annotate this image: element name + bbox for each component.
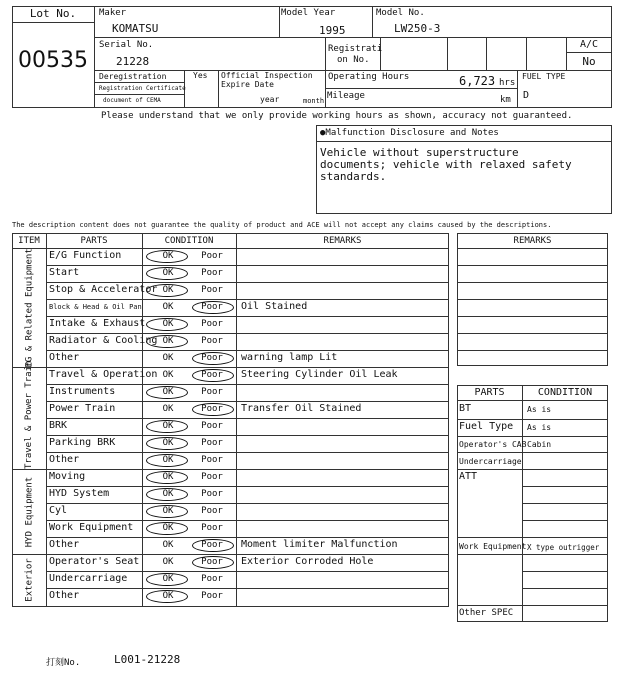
right-remarks-title: REMARKS [513,236,552,246]
ok-circle [146,386,188,399]
ok-option: OK [162,421,174,431]
poor-option: Poor [201,319,223,329]
fuel-type-label: FUEL TYPE [522,72,566,81]
poor-circle [192,403,234,416]
part-name: Parking BRK [49,437,116,448]
cema-label: document of CEMA [103,97,161,104]
table-row [46,554,449,571]
poor-option: Poor [201,285,223,295]
ok-circle [146,284,188,297]
part-name: Work Equipment [49,522,134,533]
spec-part: ATT [459,471,478,482]
model-no-label: Model No. [376,8,425,18]
deregistration-value: Yes [193,71,208,80]
poor-option: Poor [201,472,223,482]
group-label: EG & Related Equipment [24,247,34,367]
part-name: Cyl [49,505,68,516]
col-remarks: REMARKS [323,236,362,246]
ok-circle [146,590,188,603]
table-row [46,299,449,316]
spec-part: Undercarriage [459,457,522,466]
ok-circle [146,522,188,535]
part-name: BRK [49,420,68,431]
ok-option: OK [162,404,174,414]
spec-col-parts: PARTS [474,387,505,398]
model-year-value: 1995 [319,24,346,37]
poor-option: Poor [201,455,223,465]
part-name: Intake & Exhaust [49,318,146,329]
ok-circle [146,250,188,263]
hours-unit: hrs [499,78,516,88]
ok-option: OK [162,557,174,567]
table-row [46,486,449,503]
remark-text: warning lamp Lit [241,352,338,363]
disclosure-line-2: documents; vehicle with relaxed safety [320,158,572,171]
poor-circle [192,369,234,382]
ok-option: OK [162,540,174,550]
spec-part: Operator's CAB [459,440,527,449]
col-condition: CONDITION [164,236,214,246]
poor-option: Poor [201,336,223,346]
ok-circle [146,488,188,501]
poor-option: Poor [201,370,223,380]
maker-label: Maker [99,8,127,18]
poor-circle [192,556,234,569]
table-row [46,384,449,401]
part-name: HYD System [49,488,110,499]
ok-circle [146,505,188,518]
ok-option: OK [162,370,174,380]
poor-option: Poor [201,251,223,261]
part-name: Travel & Operation [49,369,158,380]
table-row [46,452,449,469]
stamp-value: L001-21228 [114,653,181,666]
spec-condition: As is [527,423,552,432]
ok-option: OK [162,319,174,329]
table-row [46,333,449,350]
group-label: Travel & Power Train [24,360,34,469]
poor-circle [192,352,234,365]
deregistration-label: Deregistration [99,72,167,81]
ok-option: OK [162,455,174,465]
table-row [46,520,449,537]
poor-option: Poor [201,574,223,584]
part-name: Other [49,590,80,601]
spec-condition: As is [527,405,552,414]
table-row [46,418,449,435]
year-label: year [260,95,280,104]
ok-option: OK [162,251,174,261]
stamp-label: 打刻No. [46,658,81,668]
ok-option: OK [162,302,174,312]
ok-option: OK [162,591,174,601]
ok-circle [146,437,188,450]
remark-text: Exterior Corroded Hole [241,556,374,567]
spec-col-condition: CONDITION [537,387,593,398]
poor-option: Poor [201,421,223,431]
table-row [46,588,449,605]
ok-circle [146,318,188,331]
ok-option: OK [162,336,174,346]
col-item: ITEM [18,236,40,246]
spec-condition: Cabin [527,440,552,449]
work-equipment-label: Work Equipment [459,542,527,551]
serial-value: 21228 [116,55,150,68]
table-row [46,282,449,299]
part-name: Operator's Seat [49,556,140,567]
poor-option: Poor [201,404,223,414]
table-row [46,401,449,418]
maker-value: KOMATSU [112,22,159,35]
part-name: Power Train [49,403,116,414]
ok-option: OK [162,285,174,295]
month-label: month [303,97,325,105]
ok-circle [146,335,188,348]
remark-text: Oil Stained [241,301,308,312]
mileage-unit: km [500,95,511,105]
part-name: Undercarriage [49,573,128,584]
poor-option: Poor [201,540,223,550]
part-name: Other [49,352,80,363]
poor-option: Poor [201,302,223,312]
ok-option: OK [162,523,174,533]
ok-option: OK [162,506,174,516]
registration-certificate-label: Registration Certificate [99,85,186,92]
part-name: Moving [49,471,86,482]
work-equipment-value: X type outrigger [527,543,600,552]
inspection-label: Official Inspection [221,71,313,80]
group-label: HYD Equipment [24,476,34,547]
part-name: Other [49,454,80,465]
table-row [46,435,449,452]
ok-option: OK [162,268,174,278]
operating-hours-value: 6,723 [459,74,496,88]
poor-circle [192,301,234,314]
operating-hours-label: Operating Hours [328,72,410,82]
table-row [46,248,449,265]
poor-option: Poor [201,506,223,516]
part-name: E/G Function [49,250,122,261]
remark-text: Transfer Oil Stained [241,403,362,414]
spec-part: BT [459,403,472,414]
fuel-type-value: D [523,90,530,101]
poor-option: Poor [201,523,223,533]
ok-option: OK [162,387,174,397]
ok-option: OK [162,353,174,363]
table-row [46,537,449,554]
part-name: Start [49,267,80,278]
part-name: Other [49,539,80,550]
ok-option: OK [162,574,174,584]
hours-notice: Please understand that we only provide working hours as shown, accuracy not guaranteed. [101,111,573,121]
ac-value: No [582,55,596,68]
other-spec-label: Other SPEC [459,608,514,618]
part-name: Block & Head & Oil Pan [49,303,142,311]
poor-option: Poor [201,353,223,363]
poor-option: Poor [201,591,223,601]
ok-circle [146,471,188,484]
ok-option: OK [162,438,174,448]
lot-number: 00535 [18,48,88,73]
ok-option: OK [162,489,174,499]
col-parts: PARTS [80,236,108,246]
inspection-label-2: Expire Date [221,80,274,89]
disclosure-title: ●Malfunction Disclosure and Notes [320,128,499,138]
model-year-label: Model Year [281,8,336,18]
poor-option: Poor [201,489,223,499]
serial-label: Serial No. [99,40,154,50]
table-row [46,265,449,282]
table-row [46,571,449,588]
group-label: Exterior [24,557,34,602]
table-row [46,469,449,486]
disclosure-line-1: Vehicle without superstructure [320,146,519,159]
poor-circle [192,539,234,552]
ok-circle [146,267,188,280]
description-notice: The description content does not guarantee the quality of product and ACE will not accept any claims caused by the descriptions. [12,221,552,229]
table-row [46,367,449,384]
poor-option: Poor [201,268,223,278]
table-row [46,350,449,367]
ok-option: OK [162,472,174,482]
remark-text: Moment limiter Malfunction [241,539,398,550]
header-block [12,6,612,108]
part-name: Instruments [49,386,116,397]
ok-circle [146,573,188,586]
remark-text: Steering Cylinder Oil Leak [241,369,398,380]
mileage-label: Mileage [327,91,365,101]
ac-label: A/C [579,39,599,50]
lot-label: Lot No. [29,7,77,20]
registration-label: Registrati [328,44,383,54]
poor-option: Poor [201,387,223,397]
poor-option: Poor [201,438,223,448]
table-row [46,316,449,333]
table-row [46,503,449,520]
registration-label-2: on No. [337,55,370,65]
model-no-value: LW250-3 [394,22,441,35]
spec-part: Fuel Type [459,421,514,432]
ok-circle [146,420,188,433]
disclosure-line-3: standards. [320,170,387,183]
ok-circle [146,454,188,467]
part-name: Stop & Accelerator [49,284,158,295]
poor-option: Poor [201,557,223,567]
part-name: Radiator & Cooling [49,335,158,346]
